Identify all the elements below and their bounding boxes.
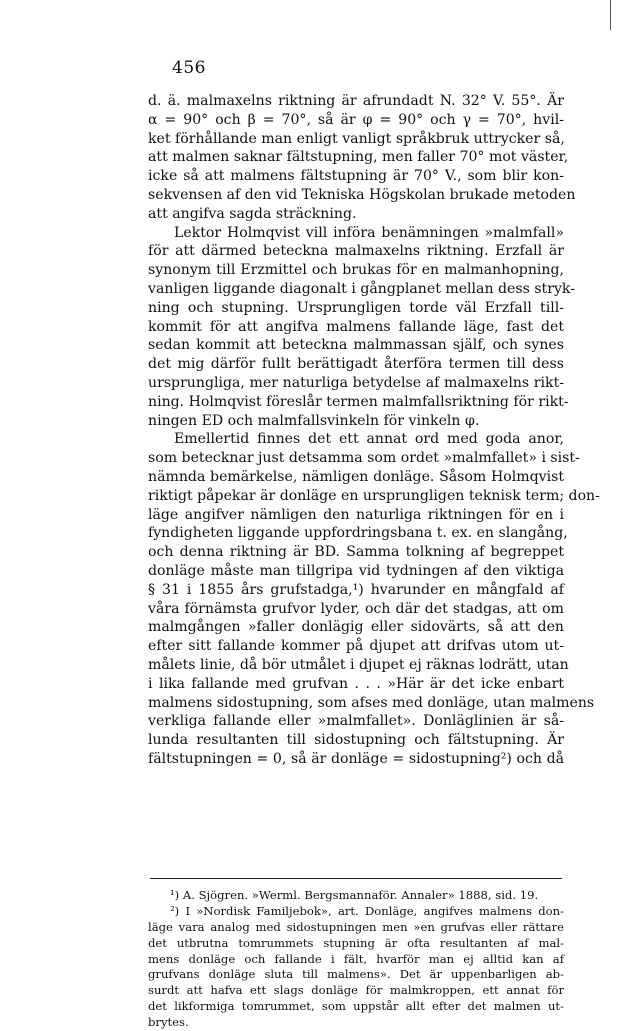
text-line: riktigt påpekar är donläge en ursprungligen teknisk term; don- (148, 487, 600, 504)
footnote-divider (150, 878, 562, 879)
text-line: verkliga fallande eller »malmfallet». Donläglinien är så- (148, 713, 564, 730)
footnote-line: grufvans donläge sluta till malmens». Det är uppenbarligen ab- (148, 967, 564, 982)
footnote-line: läge vara analog med sidostupningen men »en grufvas eller rättare (148, 919, 564, 934)
text-line: fältstupningen = 0, så är donläge = sidostupning²) och då (148, 750, 564, 767)
text-line: i lika fallande med grufvan . . . »Här är det icke enbart (148, 675, 564, 692)
footnote-line: brytes. (148, 1015, 189, 1030)
footnote-line: det likformiga tomrummet, som uppstår allt efter det malmen ut- (148, 999, 564, 1014)
footnote-line: ²) I »Nordisk Familjebok», art. Donläge, angifves malmens don- (170, 903, 564, 918)
text-line: efter sitt fallande kommer på djupet att drifvas utom ut- (148, 638, 564, 655)
text-line: för att därmed beteckna malmaxelns riktning. Erzfall är (148, 243, 564, 260)
footnote-line: ¹) A. Sjögren. »Werml. Bergsmannaför. Annaler» 1888, sid. 19. (170, 888, 539, 902)
text-line: § 31 i 1855 års grufstadga,¹) hvarunder en mångfald af (148, 581, 564, 598)
body-text (148, 92, 600, 769)
text-line: våra förnämsta grufvor lyder, och där det stadgas, att om (148, 600, 564, 617)
text-line: donläge måste man tillgripa vid tydningen af den viktiga (148, 562, 564, 579)
text-line: icke så att malmens fältstupning är 70° V., som blir kon- (148, 168, 564, 185)
text-line: fyndigheten liggande uppfordringsbana t. ex. en slangång, (148, 525, 568, 542)
footnote-line: det utbrutna tomrummets stupning är ofta resultanten af mal- (148, 935, 564, 950)
text-line: d. ä. malmaxelns riktning är afrundadt N. 32° V. 55°. Är (148, 93, 564, 109)
text-line: nämnda bemärkelse, nämligen donläge. Såsom Holmqvist (148, 468, 564, 485)
page-number: 456 (172, 58, 206, 78)
text-line: ning. Holmqvist föreslår termen malmfallsriktning för rikt- (148, 393, 569, 410)
text-line: Emellertid finnes det ett annat ord med goda anor, (174, 431, 564, 448)
text-line: lunda resultanten till sidostupning och fältstupning. Är (148, 732, 564, 749)
footnotes (148, 888, 564, 1031)
text-line: ket förhållande man enligt vanligt språkbruk uttrycker så, (148, 130, 565, 147)
text-line: α = 90° och β = 70°, så är φ = 90° och γ = 70°, hvil- (148, 111, 564, 128)
footnote-line: surdt att hafva ett slags donläge för malmkroppen, ett annat för (148, 983, 564, 998)
footnote-line: mens donläge och fallande i fält, hvarför man ej alltid kan af (148, 951, 564, 966)
text-line: att malmen saknar fältstupning, men faller 70° mot väster, (148, 149, 569, 166)
text-line: att angifva sagda sträckning. (148, 205, 357, 222)
text-line: läge angifver nämligen den naturliga riktningen för en i (148, 506, 564, 523)
text-line: som betecknar just detsamma som ordet »malmfallet» i sist- (148, 450, 580, 467)
text-line: kommit för att angifva malmens fallande läge, fast det (148, 318, 564, 335)
text-line: Lektor Holmqvist vill införa benämningen »malmfall» (174, 224, 564, 241)
text-line: det mig därför fullt berättigadt återföra termen till dess (148, 356, 564, 373)
text-line: ning och stupning. Ursprungligen torde väl Erzfall till- (148, 299, 564, 316)
page-edge-line (610, 0, 611, 30)
text-line: vanligen liggande diagonalt i gångplanet mellan dess stryk- (148, 280, 575, 297)
text-line: och denna riktning är BD. Samma tolkning af begreppet (148, 544, 564, 561)
text-line: sekvensen af den vid Tekniska Högskolan brukade metoden (148, 186, 576, 203)
text-line: synonym till Erzmittel och brukas för en malmanhopning, (148, 262, 564, 279)
text-line: målets linie, då bör utmålet i djupet ej räknas lodrätt, utan (148, 656, 569, 673)
text-line: ningen ED och malmfallsvinkeln för vinkeln φ. (148, 412, 480, 429)
text-line: malmens sidostupning, som afses med donläge, utan malmens (148, 694, 595, 711)
text-line: malmgången »faller donlägig eller sidovärts, så att den (148, 619, 564, 636)
text-line: sedan kommit att beteckna malmmassan själf, och synes (148, 337, 564, 354)
text-line: ursprungliga, mer naturliga betydelse af malmaxelns rikt- (148, 374, 564, 391)
